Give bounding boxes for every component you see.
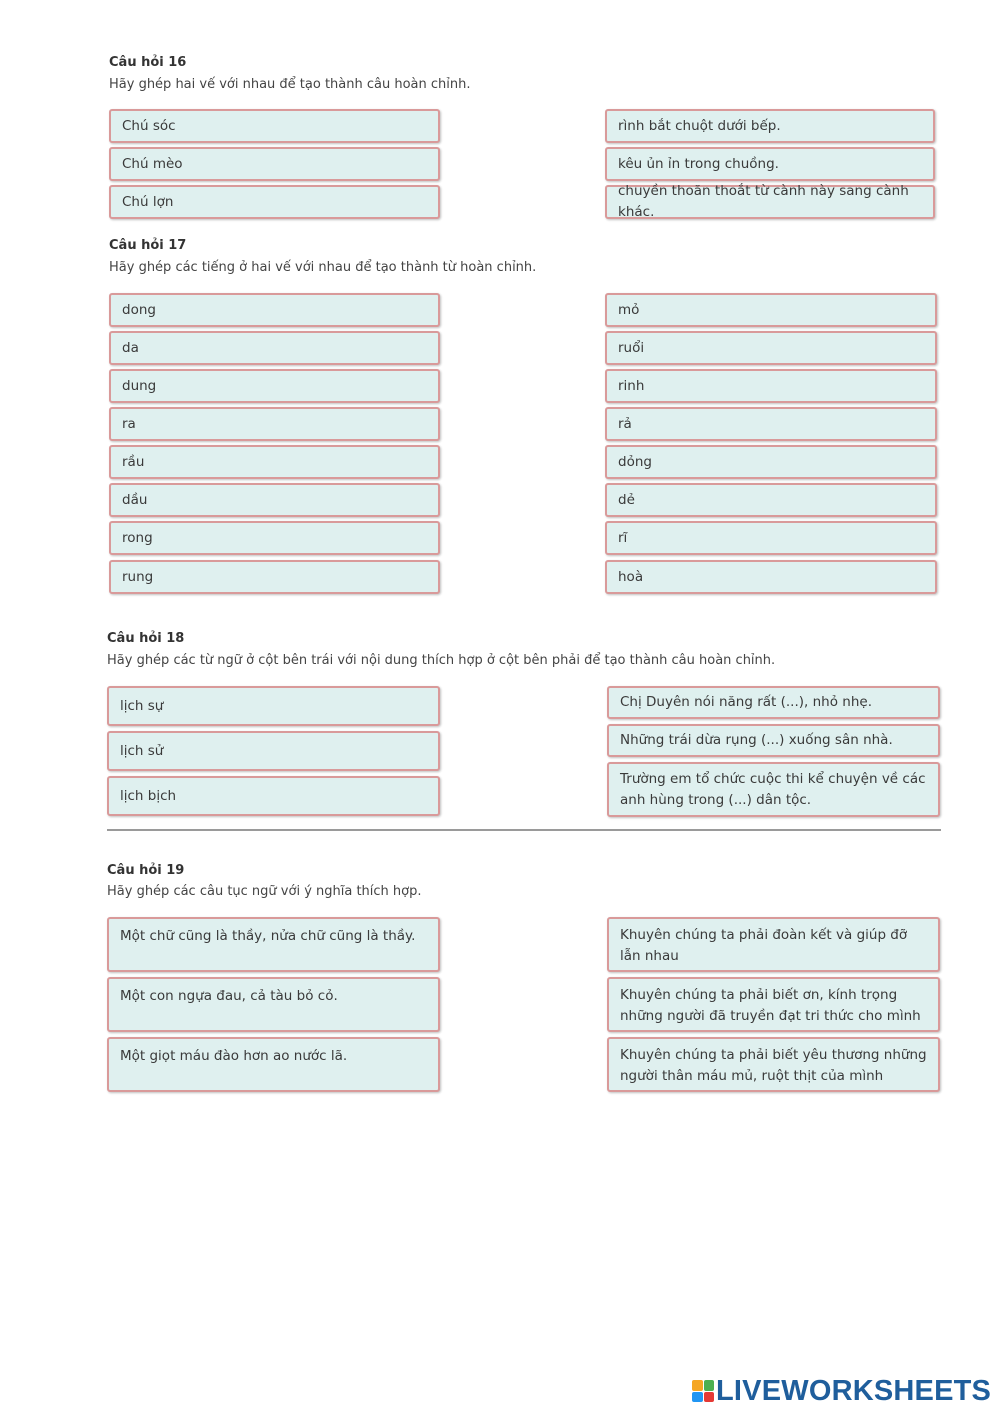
question-18-title: Câu hỏi 18 xyxy=(107,631,185,646)
q18-left-item-1[interactable]: lịch sự xyxy=(107,686,440,726)
q19-right-item-2[interactable]: Khuyên chúng ta phải biết ơn, kính trọng những người đã truyền đạt tri thức cho mình xyxy=(607,977,940,1032)
q17-left-item-2[interactable]: da xyxy=(109,331,440,365)
q16-right-item-1[interactable]: rình bắt chuột dưới bếp. xyxy=(605,109,935,143)
question-17-title: Câu hỏi 17 xyxy=(109,238,187,253)
q17-right-item-7[interactable]: rĩ xyxy=(605,521,937,555)
q16-left-item-1[interactable]: Chú sóc xyxy=(109,109,440,143)
question-19-instruction: Hãy ghép các câu tục ngữ với ý nghĩa thích hợp. xyxy=(107,884,422,899)
q17-left-item-6[interactable]: dầu xyxy=(109,483,440,517)
q17-left-item-5[interactable]: rầu xyxy=(109,445,440,479)
q17-right-item-3[interactable]: rinh xyxy=(605,369,937,403)
q19-left-item-1[interactable]: Một chữ cũng là thầy, nửa chữ cũng là thầy. xyxy=(107,917,440,972)
q17-right-item-6[interactable]: dẻ xyxy=(605,483,937,517)
q17-left-item-8[interactable]: rung xyxy=(109,560,440,594)
question-17-instruction: Hãy ghép các tiếng ở hai vế với nhau để tạo thành từ hoàn chỉnh. xyxy=(109,260,537,275)
question-19-title: Câu hỏi 19 xyxy=(107,863,185,878)
question-16-title: Câu hỏi 16 xyxy=(109,55,187,70)
q16-right-item-3[interactable]: chuyền thoăn thoắt từ cành này sang cành khác. xyxy=(605,185,935,219)
q17-right-item-5[interactable]: dỏng xyxy=(605,445,937,479)
q17-right-item-4[interactable]: rả xyxy=(605,407,937,441)
question-16-instruction: Hãy ghép hai vế với nhau để tạo thành câu hoàn chỉnh. xyxy=(109,77,471,92)
q19-left-item-2[interactable]: Một con ngựa đau, cả tàu bỏ cỏ. xyxy=(107,977,440,1032)
q17-right-item-8[interactable]: hoà xyxy=(605,560,937,594)
q17-right-item-2[interactable]: ruổi xyxy=(605,331,937,365)
liveworksheets-logo-icon xyxy=(692,1380,714,1402)
q17-left-item-3[interactable]: dung xyxy=(109,369,440,403)
question-18-instruction: Hãy ghép các từ ngữ ở cột bên trái với nội dung thích hợp ở cột bên phải để tạo thành câu hoàn chỉnh. xyxy=(107,653,776,668)
q17-left-item-7[interactable]: rong xyxy=(109,521,440,555)
q17-left-item-4[interactable]: ra xyxy=(109,407,440,441)
q18-left-item-3[interactable]: lịch bịch xyxy=(107,776,440,816)
q17-left-item-1[interactable]: dong xyxy=(109,293,440,327)
section-divider xyxy=(107,829,941,831)
q19-right-item-1[interactable]: Khuyên chúng ta phải đoàn kết và giúp đỡ lẫn nhau xyxy=(607,917,940,972)
q18-right-item-2[interactable]: Những trái dừa rụng (...) xuống sân nhà. xyxy=(607,724,940,757)
q18-left-item-2[interactable]: lịch sử xyxy=(107,731,440,771)
liveworksheets-logo xyxy=(692,1376,991,1406)
q16-right-item-2[interactable]: kêu ủn ỉn trong chuồng. xyxy=(605,147,935,181)
q18-right-item-1[interactable]: Chị Duyên nói năng rất (...), nhỏ nhẹ. xyxy=(607,686,940,719)
q19-left-item-3[interactable]: Một giọt máu đào hơn ao nước lã. xyxy=(107,1037,440,1092)
q18-right-item-3[interactable]: Trường em tổ chức cuộc thi kể chuyện về các anh hùng trong (...) dân tộc. xyxy=(607,762,940,817)
brand-name: LIVEWORKSHEETS xyxy=(716,1374,992,1407)
q19-right-item-3[interactable]: Khuyên chúng ta phải biết yêu thương những người thân máu mủ, ruột thịt của mình xyxy=(607,1037,940,1092)
q16-left-item-3[interactable]: Chú lợn xyxy=(109,185,440,219)
q17-right-item-1[interactable]: mỏ xyxy=(605,293,937,327)
q16-left-item-2[interactable]: Chú mèo xyxy=(109,147,440,181)
